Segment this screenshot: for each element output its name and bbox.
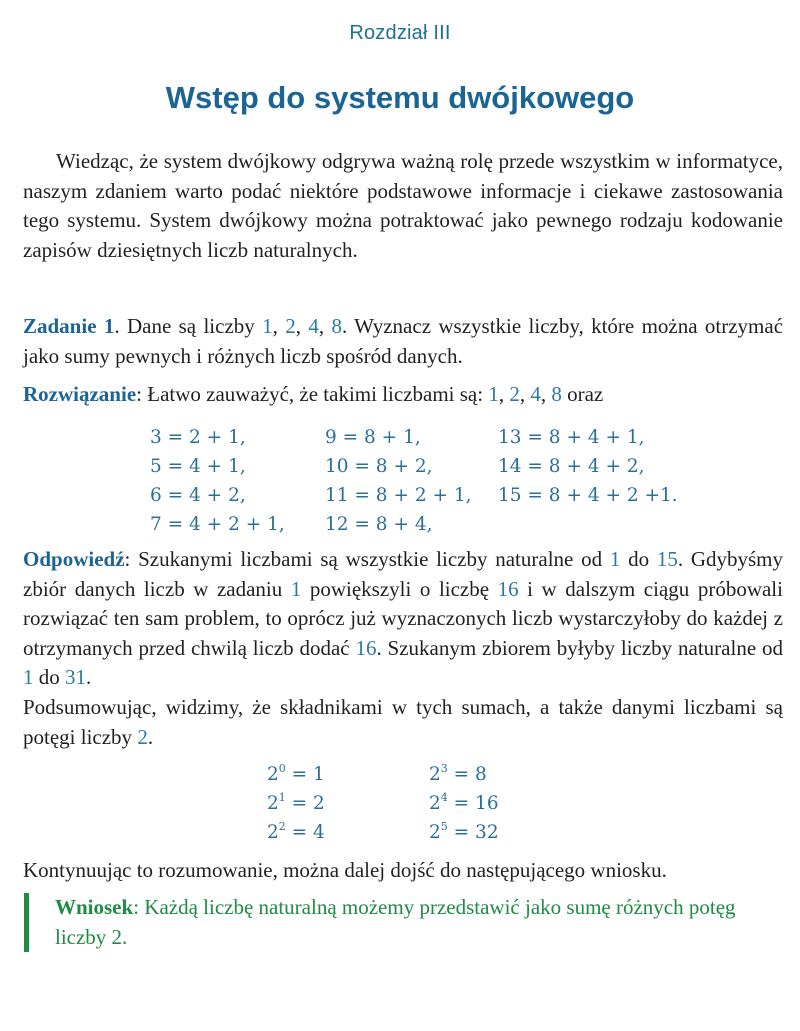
equation: 10 = 8 + 2, bbox=[325, 456, 433, 477]
conclusion-box bbox=[24, 893, 784, 952]
equation: 5 = 4 + 1, bbox=[150, 456, 246, 477]
summary-paragraph: Podsumowując, widzimy, że składnikami w tych sumach, a także danymi liczbami są potęgi liczby 2. bbox=[23, 695, 783, 749]
equation: 9 = 8 + 1, bbox=[325, 427, 421, 448]
conclusion-text: : Każdą liczbę naturalną możemy przedstawić jako sumę różnych potęg liczby 2. bbox=[55, 895, 736, 949]
chapter-label: Rozdział III bbox=[349, 22, 451, 44]
answer-paragraph: Odpowiedź: Szukanymi liczbami są wszystkie liczby naturalne od 1 do 15. Gdybyśmy zbiór danych liczb w zadaniu 1 powiększyli o liczbę 16 i w dalszym ciągu próbowali rozwiązać ten sam problem, to oprócz już wyznaczonych liczb wystarczyłoby do każdej z otrzymanych przed chwilą liczb dodać 16. Szukanym zbiorem byłyby liczby naturalne od 1 do 31. bbox=[23, 547, 784, 689]
continuation-paragraph: Kontynuując to rozumowanie, można dalej dojść do następującego wniosku. bbox=[23, 858, 667, 882]
powers-grid bbox=[267, 760, 549, 847]
answer-label: Odpowiedź bbox=[23, 547, 125, 571]
equation: 6 = 4 + 2, bbox=[150, 485, 246, 506]
power-equation: $2^2 = 4$ bbox=[267, 820, 325, 843]
solution-label: Rozwiązanie bbox=[23, 382, 137, 406]
equation: 7 = 4 + 2 + 1, bbox=[150, 514, 285, 535]
equation: 15 = 8 + 4 + 2 +1. bbox=[498, 485, 678, 506]
power-equation: $2^4 = 16$ bbox=[429, 791, 499, 814]
equation: 14 = 8 + 4 + 2, bbox=[498, 456, 645, 477]
equation bbox=[498, 510, 698, 539]
task-paragraph: Zadanie 1. Dane są liczby 1, 2, 4, 8. Wyznacz wszystkie liczby, które można otrzymać jako sumy pewnych i różnych liczb spośród danych. bbox=[23, 314, 784, 368]
solution-paragraph: Rozwiązanie: Łatwo zauważyć, że takimi liczbami są: 1, 2, 4, 8 oraz bbox=[23, 382, 604, 406]
task-label: Zadanie 1 bbox=[23, 314, 115, 338]
equation: 11 = 8 + 2 + 1, bbox=[325, 485, 472, 506]
equation: 3 = 2 + 1, bbox=[150, 427, 246, 448]
power-equation: $2^0 = 1$ bbox=[267, 762, 325, 785]
power-equation: $2^5 = 32$ bbox=[429, 820, 499, 843]
equations-grid bbox=[150, 423, 698, 539]
page-title: Wstęp do systemu dwójkowego bbox=[165, 80, 635, 115]
equation: 13 = 8 + 4 + 1, bbox=[498, 427, 645, 448]
power-equation: $2^1 = 2$ bbox=[267, 791, 325, 814]
conclusion-label: Wniosek bbox=[55, 895, 134, 919]
intro-paragraph: Wiedząc, że system dwójkowy odgrywa ważną rolę przede wszystkim w informatyce, naszym zdaniem warto podać niektóre podstawowe informacje i ciekawe zastosowania tego systemu. System dwójkowy można potraktować jako pewnego rodzaju kodowanie zapisów dziesiętnych liczb naturalnych. bbox=[23, 149, 783, 262]
equation: 12 = 8 + 4, bbox=[325, 514, 433, 535]
power-equation: $2^3 = 8$ bbox=[429, 762, 487, 785]
